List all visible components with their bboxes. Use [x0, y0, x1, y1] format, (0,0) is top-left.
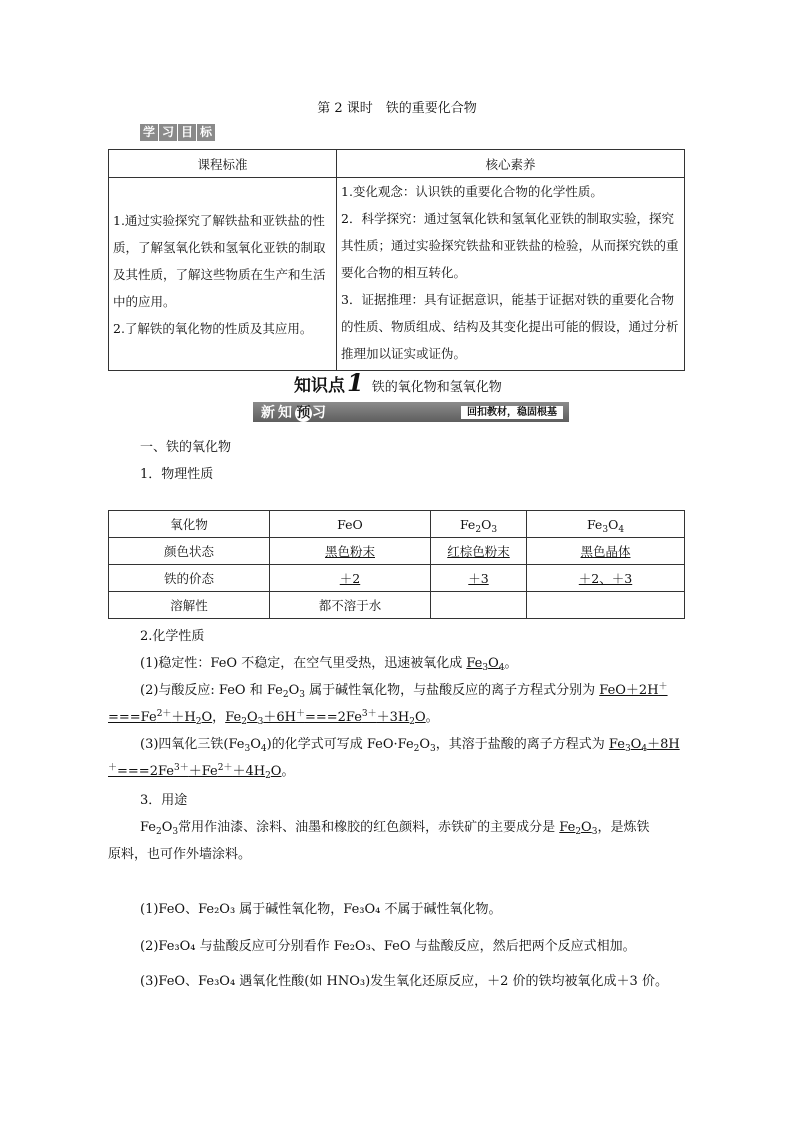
section-heading: 一、铁的氧化物	[140, 440, 232, 455]
table-cell: 氧化物	[109, 511, 270, 538]
table-cell: 溶解性	[109, 592, 270, 619]
kp-subtitle: 铁的氧化物和氢氧化物	[371, 380, 502, 395]
paragraph: 原料，也可作外墙涂料。	[108, 847, 252, 862]
table-cell: 颜色状态	[109, 538, 270, 565]
table-cell: $Fe_3O_4$	[527, 511, 685, 538]
table-cell: ＋3	[431, 565, 527, 592]
goals-header-literacy: 核心素养	[337, 150, 685, 178]
paragraph: $Fe_2O_3$常用作油漆、涂料、油墨和橡胶的红色颜料，赤铁矿的主要成分是 $Fe_2O_3$，是炼铁	[140, 820, 650, 837]
kp-number: 1	[347, 368, 364, 397]
knowledge-point-heading	[294, 368, 502, 397]
paragraph: (3)四氧化三铁$(Fe_3O_4)$的化学式可写成 $FeO\cdot Fe_2O_3$，其溶于盐酸的离子方程式为 $Fe_3O_4+8H$	[140, 737, 680, 754]
table-cell: ＋2、＋3	[527, 565, 685, 592]
table-cell: 铁的价态	[109, 565, 270, 592]
goals-standard-cell: 1.通过实验探究了解铁盐和亚铁盐的性质，了解氢氧化铁和氢氧化亚铁的制取及其性质，了解这些物质在生产和生活中的应用。 2.了解铁的氧化物的性质及其应用。	[109, 178, 337, 371]
badge-char: 习	[159, 124, 177, 141]
badge-char: 目	[178, 124, 196, 141]
kp-label: 知识点	[294, 376, 345, 396]
banner-title: 新知 预 习	[261, 405, 329, 421]
table-cell: 都不溶于水	[270, 592, 431, 619]
preview-banner	[253, 402, 569, 422]
goals-table	[108, 149, 685, 371]
subsection-heading: 2.化学性质	[140, 629, 205, 644]
table-cell: $Fe_2O_3$	[431, 511, 527, 538]
paragraph: (2)与酸反应: FeO 和 $Fe_2O_3$ 属于碱性氧化物，与盐酸反应的离子方程式分别为 FeO＋2H＋	[140, 682, 668, 700]
goals-literacy-cell: 1.变化观念：认识铁的重要化合物的化学性质。 2．科学探究：通过氢氧化铁和氢氧化亚铁的制取实验，探究其性质；通过实验探究铁盐和亚铁盐的检验，从而探究铁的重要化合物的相互转化。 3．证据推理：具有证据意识，能基于证据对铁的重要化合物的性质、物质组成、结构及其变化提出可能的假设，通过分析推理加以证实或证伪。	[337, 178, 685, 371]
table-cell: 黑色晶体	[527, 538, 685, 565]
table-cell	[527, 592, 685, 619]
paragraph: (1)稳定性：FeO 不稳定，在空气里受热，迅速被氧化成 $Fe_3O_4$。	[140, 656, 518, 673]
badge-char: 学	[140, 124, 158, 141]
note-line: (3)FeO、Fe₃O₄ 遇氧化性酸(如 HNO₃)发生氧化还原反应，＋2 价的铁均被氧化成＋3 价。	[140, 974, 668, 989]
study-goals-badge	[140, 124, 216, 141]
table-cell	[431, 592, 527, 619]
subsection-heading: 3．用途	[140, 793, 188, 808]
goals-header-standard: 课程标准	[109, 150, 337, 178]
badge-char: 标	[197, 124, 215, 141]
note-line: (1)FeO、Fe₂O₃ 属于碱性氧化物，Fe₃O₄ 不属于碱性氧化物。	[140, 902, 502, 917]
table-cell: 红棕色粉末	[431, 538, 527, 565]
paragraph: $===Fe^{2+}+H_2O$，$Fe_2O_3+6H^+===2Fe^{3+}+3H_2O$。	[108, 709, 439, 727]
physical-properties-table	[108, 510, 685, 619]
subsection-heading: 1．物理性质	[140, 467, 214, 482]
table-cell: FeO	[270, 511, 431, 538]
table-cell: 黑色粉末	[270, 538, 431, 565]
page-title: 第 2 课时 铁的重要化合物	[317, 101, 477, 116]
paragraph: $^+===2Fe^{3+}+Fe^{2+}+4H_2O$。	[108, 763, 295, 781]
note-line: (2)Fe₃O₄ 与盐酸反应可分别看作 Fe₂O₃、FeO 与盐酸反应，然后把两个反应式相加。	[140, 939, 636, 954]
banner-subtitle: 回扣教材，稳固根基	[461, 406, 563, 419]
table-cell: ＋2	[270, 565, 431, 592]
